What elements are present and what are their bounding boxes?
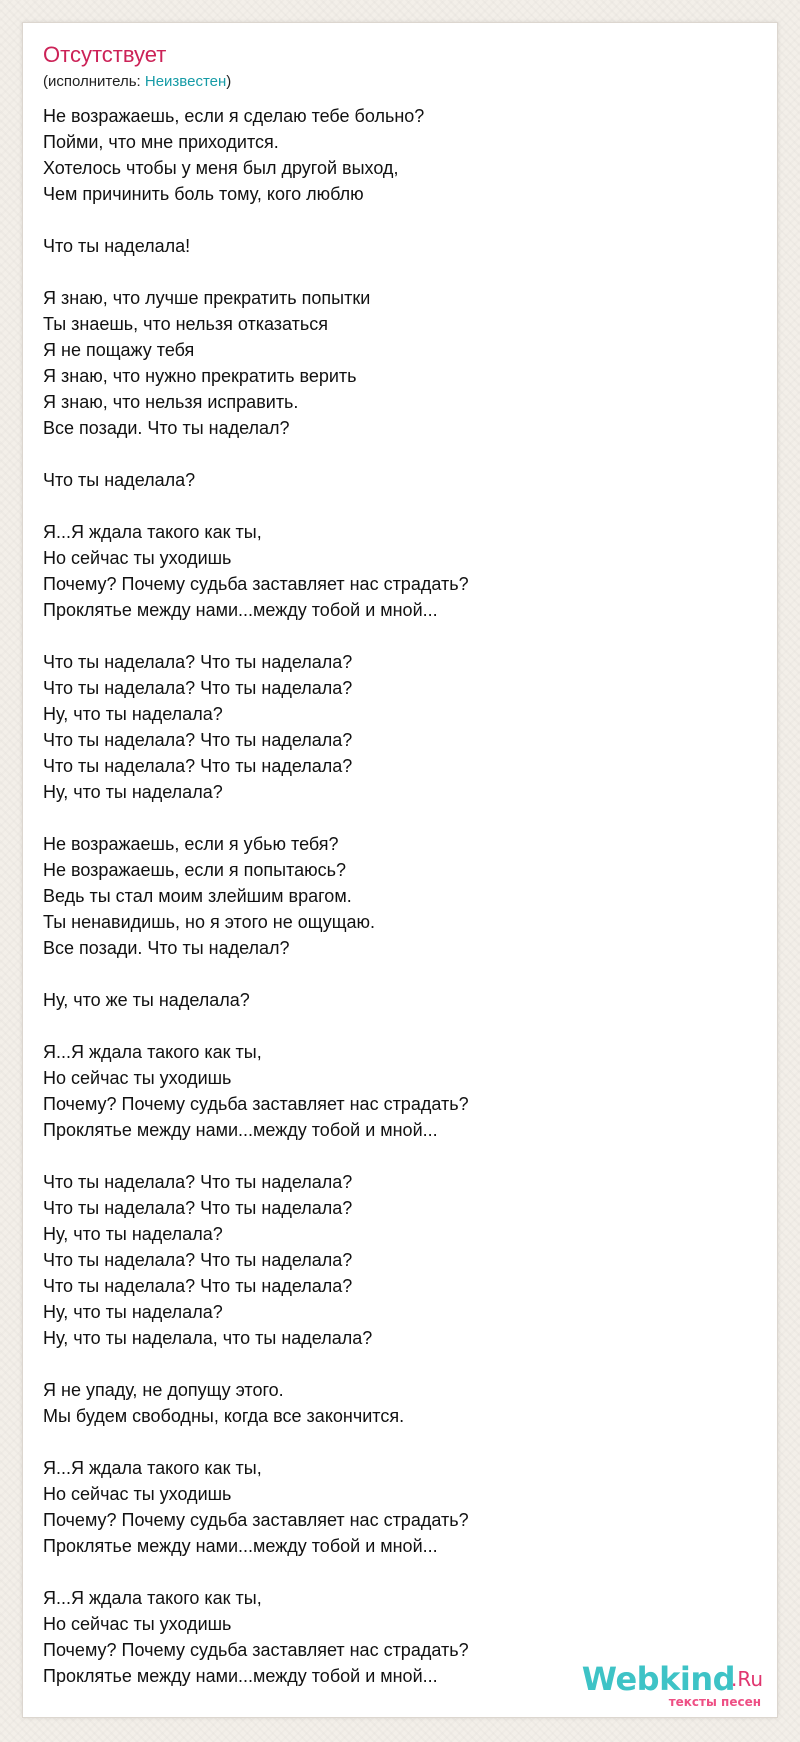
performer-suffix: )	[226, 73, 232, 90]
lyrics-line: Но сейчас ты уходишь	[43, 1614, 232, 1634]
lyrics-stanza	[43, 519, 743, 623]
song-title: Отсутствует	[43, 42, 167, 67]
performer-line	[43, 73, 231, 91]
lyrics-line: Ну, что ты наделала?	[43, 704, 223, 724]
lyrics-line: Я не пощажу тебя	[43, 340, 195, 360]
lyrics-stanza	[43, 467, 743, 493]
lyrics-stanza	[43, 1377, 743, 1429]
performer-link[interactable]: Неизвестен	[144, 73, 227, 90]
lyrics-line: Я...Я ждала такого как ты,	[43, 1588, 262, 1608]
lyrics-line: Мы будем свободны, когда все закончится.	[43, 1406, 405, 1426]
lyrics-line: Ну, что же ты наделала?	[43, 990, 250, 1010]
logo-domain: .Ru	[730, 1667, 763, 1691]
lyrics-line: Проклятье между нами...между тобой и мной...	[43, 1120, 438, 1140]
lyrics-line: Ну, что ты наделала?	[43, 1224, 223, 1244]
lyrics-stanza	[43, 103, 743, 207]
lyrics-line: Что ты наделала? Что ты наделала?	[43, 1276, 353, 1296]
lyrics-line: Я...Я ждала такого как ты,	[43, 522, 262, 542]
lyrics-line: Ты знаешь, что нельзя отказаться	[43, 314, 329, 334]
lyrics-stanza	[43, 987, 743, 1013]
lyrics-line: Что ты наделала? Что ты наделала?	[43, 1198, 353, 1218]
lyrics-line: Чем причинить боль тому, кого люблю	[43, 184, 364, 204]
lyrics-line: Ну, что ты наделала?	[43, 1302, 223, 1322]
lyrics-stanza	[43, 649, 743, 805]
lyrics-line: Все позади. Что ты наделал?	[43, 938, 290, 958]
lyrics-line: Ты ненавидишь, но я этого не ощущаю.	[43, 912, 376, 932]
lyrics-line: Пойми, что мне приходится.	[43, 132, 279, 152]
lyrics-text	[43, 103, 743, 1715]
logo-tagline: тексты песен	[668, 1695, 761, 1709]
logo-wordmark: Webkind	[581, 1660, 735, 1698]
lyrics-line: Но сейчас ты уходишь	[43, 548, 232, 568]
lyrics-line: Я...Я ждала такого как ты,	[43, 1458, 262, 1478]
lyrics-line: Но сейчас ты уходишь	[43, 1484, 232, 1504]
performer-prefix: (исполнитель:	[43, 73, 145, 90]
lyrics-line: Ну, что ты наделала, что ты наделала?	[43, 1328, 373, 1348]
lyrics-line: Я...Я ждала такого как ты,	[43, 1042, 262, 1062]
lyrics-line: Я знаю, что лучше прекратить попытки	[43, 288, 371, 308]
lyrics-line: Проклятье между нами...между тобой и мной...	[43, 1666, 438, 1686]
lyrics-line: Что ты наделала? Что ты наделала?	[43, 756, 353, 776]
lyrics-line: Но сейчас ты уходишь	[43, 1068, 232, 1088]
lyrics-stanza	[43, 831, 743, 961]
lyrics-line: Ведь ты стал моим злейшим врагом.	[43, 886, 352, 906]
lyrics-stanza	[43, 1039, 743, 1143]
lyrics-line: Не возражаешь, если я сделаю тебе больно?	[43, 106, 425, 126]
lyrics-card	[22, 22, 778, 1718]
lyrics-line: Все позади. Что ты наделал?	[43, 418, 290, 438]
lyrics-line: Что ты наделала? Что ты наделала?	[43, 1250, 353, 1270]
lyrics-stanza	[43, 1455, 743, 1559]
lyrics-line: Я знаю, что нужно прекратить верить	[43, 366, 357, 386]
lyrics-line: Я знаю, что нельзя исправить.	[43, 392, 299, 412]
lyrics-line: Почему? Почему судьба заставляет нас страдать?	[43, 574, 469, 594]
lyrics-line: Проклятье между нами...между тобой и мной...	[43, 600, 438, 620]
lyrics-stanza	[43, 285, 743, 441]
lyrics-line: Не возражаешь, если я убью тебя?	[43, 834, 339, 854]
lyrics-line: Я не упаду, не допущу этого.	[43, 1380, 284, 1400]
lyrics-line: Почему? Почему судьба заставляет нас страдать?	[43, 1510, 469, 1530]
lyrics-line: Хотелось чтобы у меня был другой выход,	[43, 158, 399, 178]
lyrics-line: Не возражаешь, если я попытаюсь?	[43, 860, 347, 880]
lyrics-stanza	[43, 1169, 743, 1351]
lyrics-line: Проклятье между нами...между тобой и мной...	[43, 1536, 438, 1556]
lyrics-line: Что ты наделала? Что ты наделала?	[43, 652, 353, 672]
lyrics-line: Ну, что ты наделала?	[43, 782, 223, 802]
webkind-logo[interactable]	[563, 1661, 763, 1709]
lyrics-line: Почему? Почему судьба заставляет нас страдать?	[43, 1640, 469, 1660]
lyrics-line: Что ты наделала? Что ты наделала?	[43, 678, 353, 698]
lyrics-line: Что ты наделала? Что ты наделала?	[43, 730, 353, 750]
lyrics-line: Что ты наделала?	[43, 470, 196, 490]
lyrics-line: Что ты наделала!	[43, 236, 191, 256]
lyrics-line: Почему? Почему судьба заставляет нас страдать?	[43, 1094, 469, 1114]
lyrics-line: Что ты наделала? Что ты наделала?	[43, 1172, 353, 1192]
lyrics-stanza	[43, 233, 743, 259]
